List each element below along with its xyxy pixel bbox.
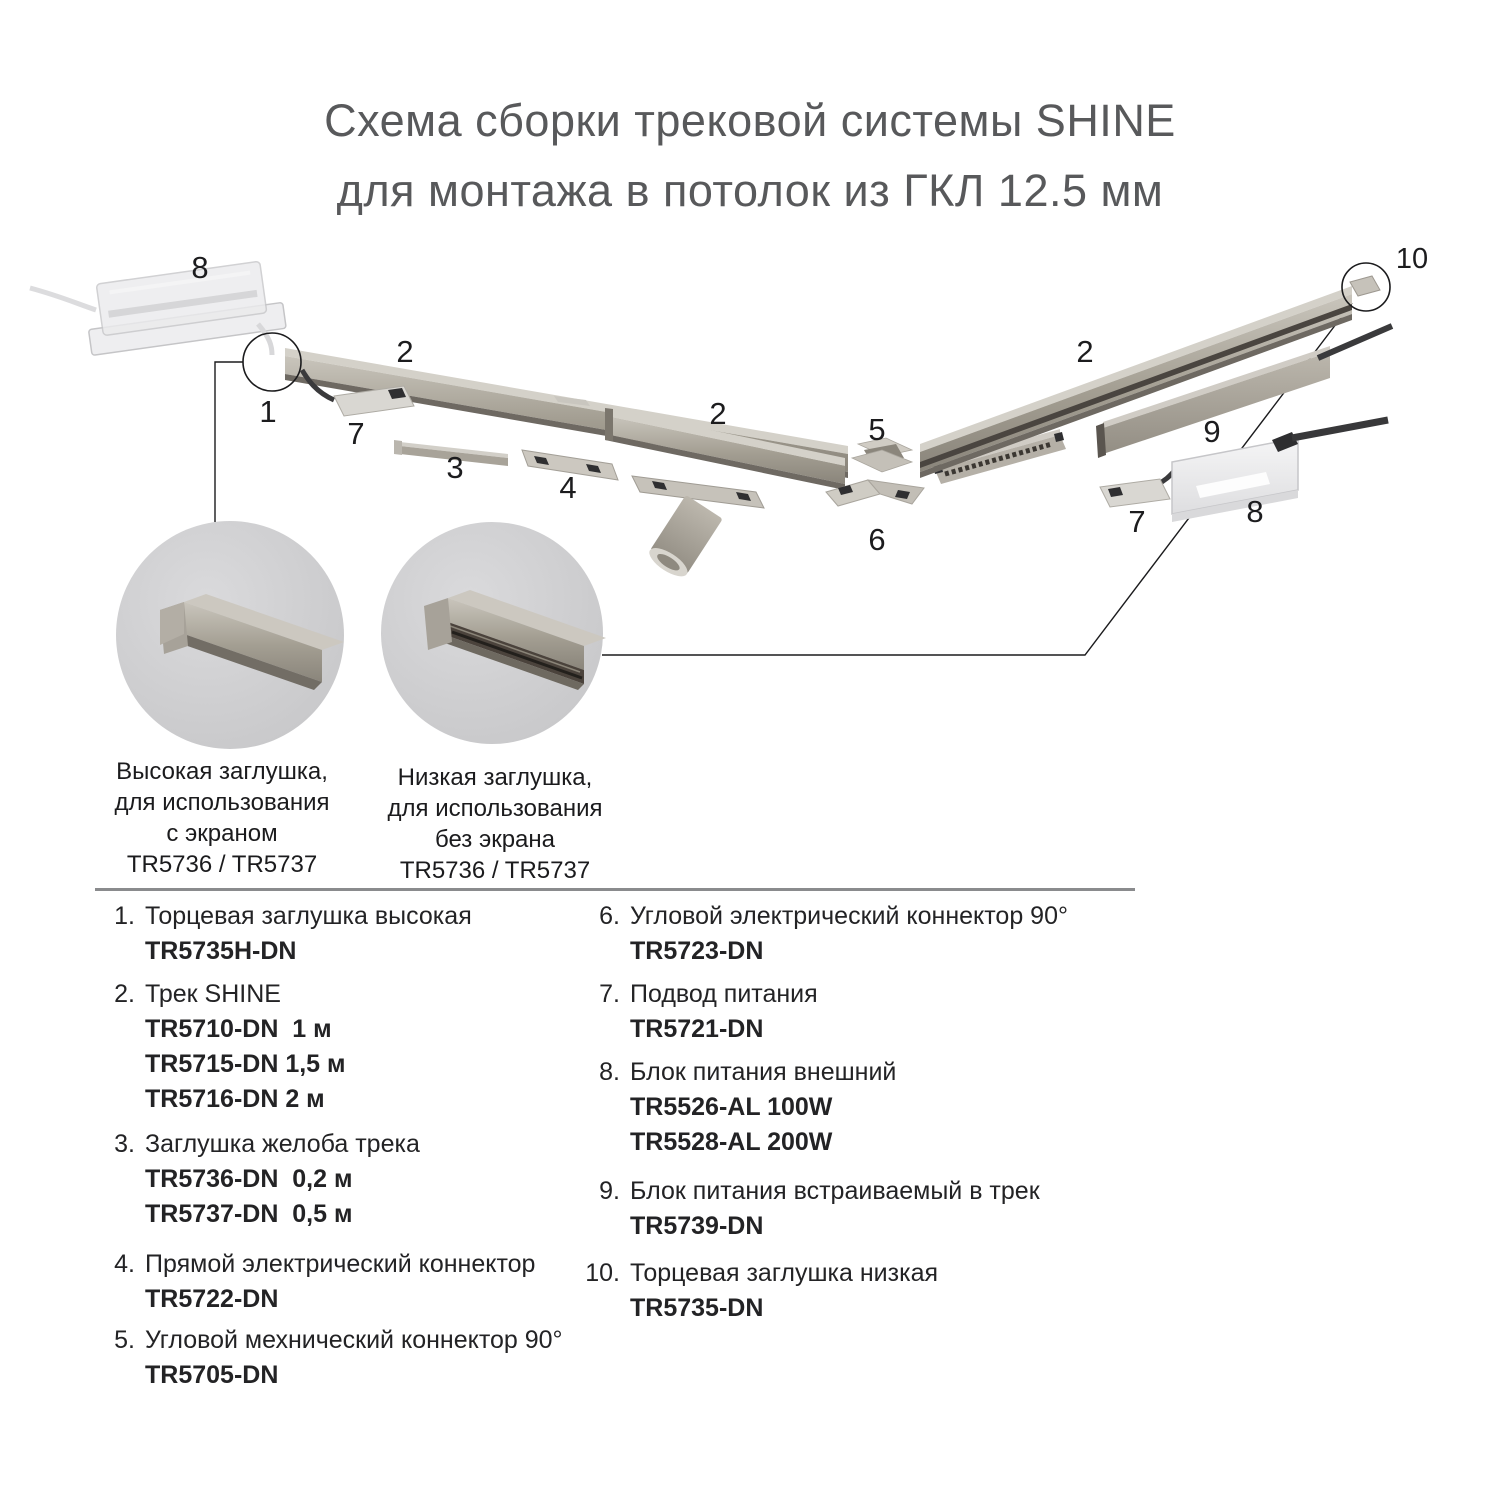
label-6: 6 [868,522,886,557]
label-9: 9 [1203,414,1221,449]
part-code: TR5736-DN 0,2 м [145,1165,353,1193]
part-code: TR5721-DN [630,1015,764,1043]
page-title [0,86,1500,226]
label-2-mid: 2 [709,396,727,431]
part-name: Торцевая заглушка низкая [630,1259,939,1287]
part-item-7 [582,981,818,1042]
part-name: Блок питания встраиваемый в трек [630,1177,1040,1205]
caption-high-line-2: для использования [114,789,330,816]
part-item-8 [582,1059,896,1155]
part-item-10 [582,1260,938,1321]
label-8-right: 8 [1246,494,1264,529]
part-name: Торцевая заглушка высокая [145,902,472,930]
label-1: 1 [259,394,277,429]
part-name: Подвод питания [630,980,818,1008]
part-item-9 [582,1178,1040,1239]
label-4: 4 [559,470,577,505]
label-2-left: 2 [396,334,414,369]
part-item-3 [97,1131,420,1227]
part-item-1 [97,903,472,964]
caption-low-line-4: TR5736 / TR5737 [399,857,591,884]
part-code: TR5716-DN 2 м [145,1085,325,1113]
part-number: 9. [599,1177,620,1205]
label-3: 3 [446,450,464,485]
part-code: TR5528-AL 200W [630,1128,833,1156]
label-7-right: 7 [1128,504,1146,539]
caption-high-cap [87,756,357,880]
part-number: 4. [114,1250,135,1278]
part-number: 10. [585,1259,620,1287]
part-name: Блок питания внешний [630,1058,897,1086]
title-line-2: для монтажа в потолок из ГКЛ 12.5 мм [336,165,1164,216]
caption-high-line-1: Высокая заглушка, [116,758,328,785]
part-item-4 [97,1251,535,1312]
part-item-6 [582,903,1068,964]
caption-high-line-4: TR5736 / TR5737 [126,851,318,878]
part-name: Угловой электрический коннектор 90° [630,902,1068,930]
label-7-left: 7 [347,416,365,451]
caption-low-line-2: для использования [387,795,603,822]
label-10: 10 [1395,243,1429,275]
spotlight [632,476,764,582]
part-number: 3. [114,1130,135,1158]
part-code: TR5715-DN 1,5 м [145,1050,346,1078]
callout-high-cap [116,521,344,749]
power-supply-external-left [30,259,286,356]
part-code: TR5526-AL 100W [630,1093,833,1121]
divider-line [95,888,1135,891]
power-feed-right [1100,466,1180,507]
label-5: 5 [868,412,886,447]
caption-low-line-1: Низкая заглушка, [397,764,593,791]
callout-low-cap [381,522,606,744]
part-code: TR5723-DN [630,937,764,965]
part-name: Прямой электрический коннектор [145,1250,536,1278]
part-number: 7. [599,980,620,1008]
part-number: 2. [114,980,135,1008]
label-8-left: 8 [191,250,209,285]
part-number: 8. [599,1058,620,1086]
caption-low-cap [360,762,630,886]
caption-high-line-3: с экраном [166,820,278,847]
part-code: TR5710-DN 1 м [145,1015,332,1043]
part-number: 1. [114,902,135,930]
part-number: 6. [599,902,620,930]
title-line-1: Схема сборки трековой системы SHINE [324,95,1176,146]
part-code: TR5705-DN [145,1361,279,1389]
caption-low-line-3: без экрана [434,826,555,853]
part-name: Заглушка желоба трека [145,1130,420,1158]
part-name: Трек SHINE [145,980,281,1008]
label-2-right: 2 [1076,334,1094,369]
part-code: TR5722-DN [145,1285,279,1313]
part-code: TR5739-DN [630,1212,764,1240]
part-code: TR5735H-DN [145,937,297,965]
part-item-2 [97,981,346,1112]
part-code: TR5735-DN [630,1294,764,1322]
part-item-5 [97,1327,563,1388]
part-name: Угловой мехнический коннектор 90° [145,1326,563,1354]
part-code: TR5737-DN 0,5 м [145,1200,353,1228]
part-number: 5. [114,1326,135,1354]
